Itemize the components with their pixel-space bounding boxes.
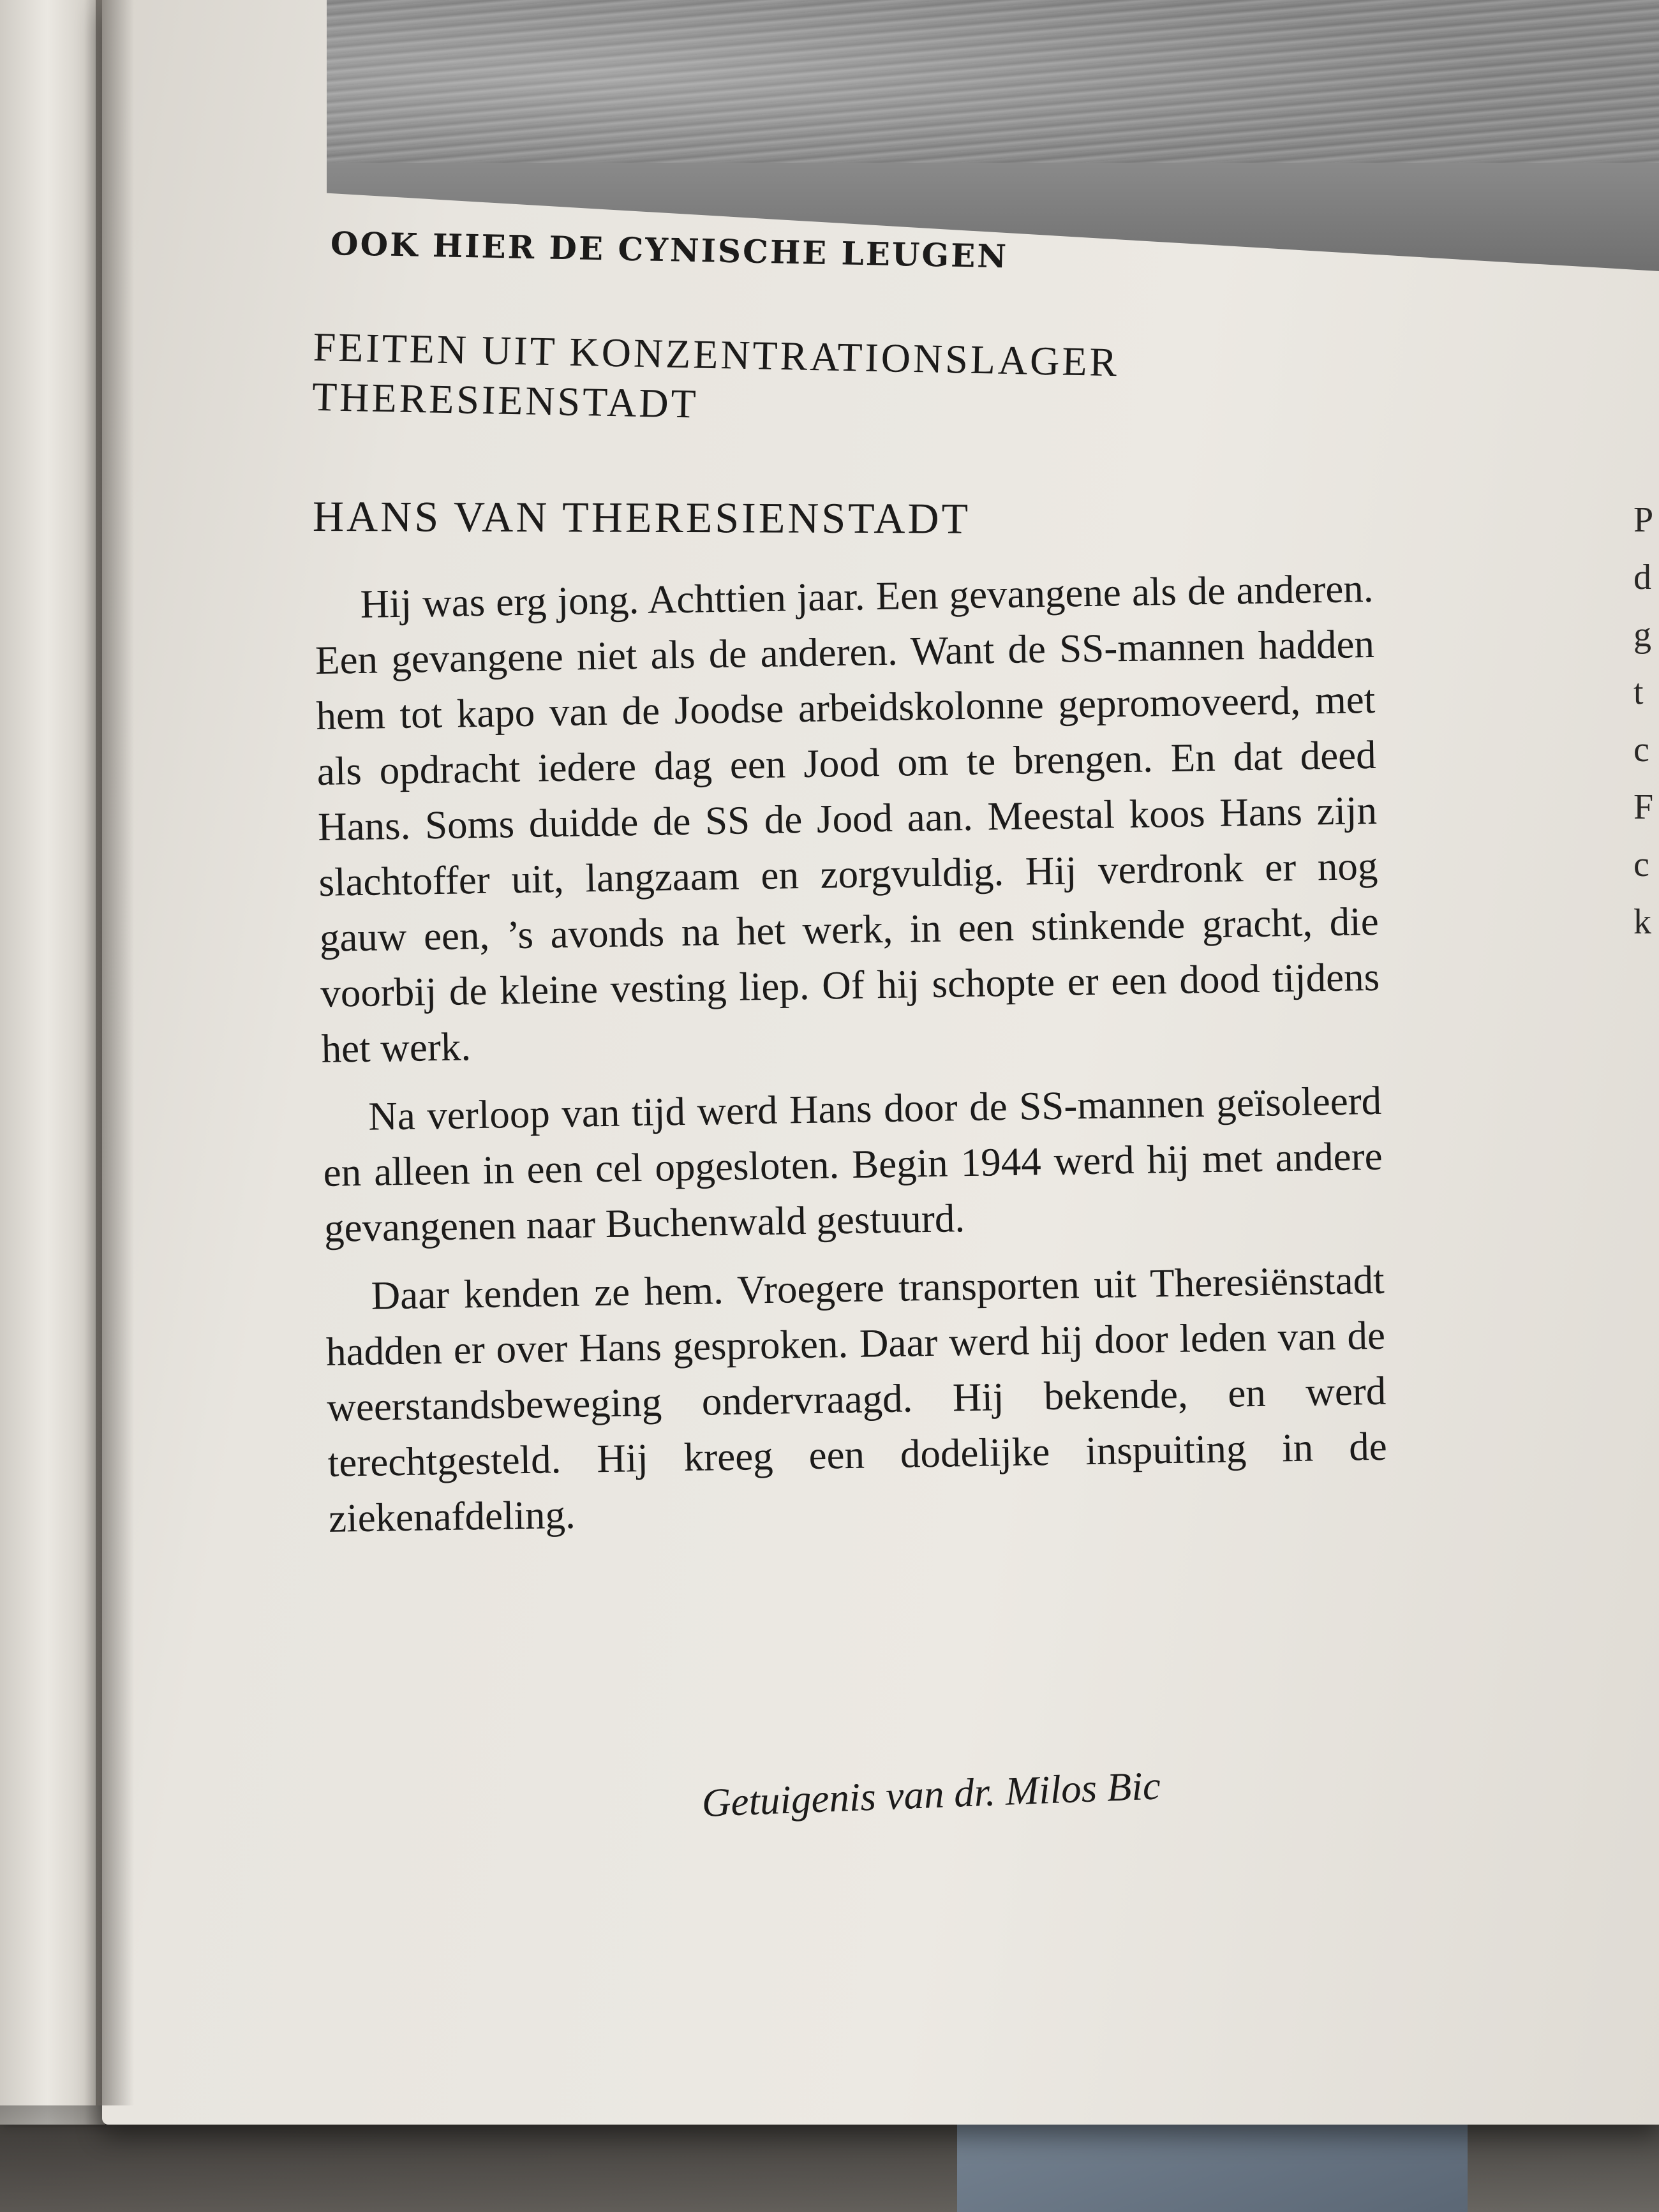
paragraph: Hij was erg jong. Achttien jaar. Een gevangene als de anderen. Een gevangene niet als de anderen. Want de SS-mannen hadden hem tot kapo van de Joodse arbeidskolonne gepromoveerd, met als opdracht iedere dag een Jood om te brengen. En dat deed Hans. Soms duidde de SS de Jood aan. Meestal koos Hans zijn slachtoffer uit, langzaam en zorgvuldig. Hij verdronk er nog gauw een, ’s avonds na het werk, in een stinkende gracht, die voorbij de kleine vesting liep. Of hij schopte er een dood tijdens het werk. (315, 565, 1380, 1071)
chapter-title-line: THERESIENSTADT (311, 373, 699, 427)
fragment-letter: k (1633, 902, 1651, 942)
fragment-letter: d (1633, 558, 1651, 597)
fragment-letter: c (1633, 845, 1649, 884)
fragment-letter: F (1633, 787, 1654, 827)
next-page-fragment (1633, 491, 1659, 951)
paragraph: Daar kenden ze hem. Vroegere transporten uit Theresiënstadt hadden er over Hans gesproken. Daar werd hij door leden van de weerstandsbeweging ondervraagd. Hij bekende, en werd terechtgesteld. Hij kreeg een dodelijke inspuiting in de ziekenafdeling. (325, 1257, 1388, 1541)
body-text (314, 561, 1388, 1559)
story-title: HANS VAN THERESIENSTADT (312, 492, 971, 543)
fragment-letter: g (1633, 615, 1651, 655)
fragment-letter: P (1633, 500, 1654, 540)
section-header: OOK HIER DE CYNISCHE LEUGEN (330, 225, 1009, 276)
fragment-letter: t (1633, 672, 1644, 712)
paragraph: Na verloop van tijd werd Hans door de SS-mannen geïsoleerd en alleen in een cel opgesloten. Begin 1944 werd hij met andere gevangenen naar Buchenwald gestuurd. (323, 1078, 1383, 1251)
left-page-edge (0, 0, 105, 2125)
fragment-letter: c (1633, 730, 1649, 769)
binding-shadow (96, 0, 134, 2105)
attribution: Getuigenis van dr. Milos Bic (701, 1763, 1161, 1825)
chapter-title (312, 322, 1120, 437)
chapter-title-line: FEITEN UIT KONZENTRATIONSLAGER (313, 324, 1120, 385)
